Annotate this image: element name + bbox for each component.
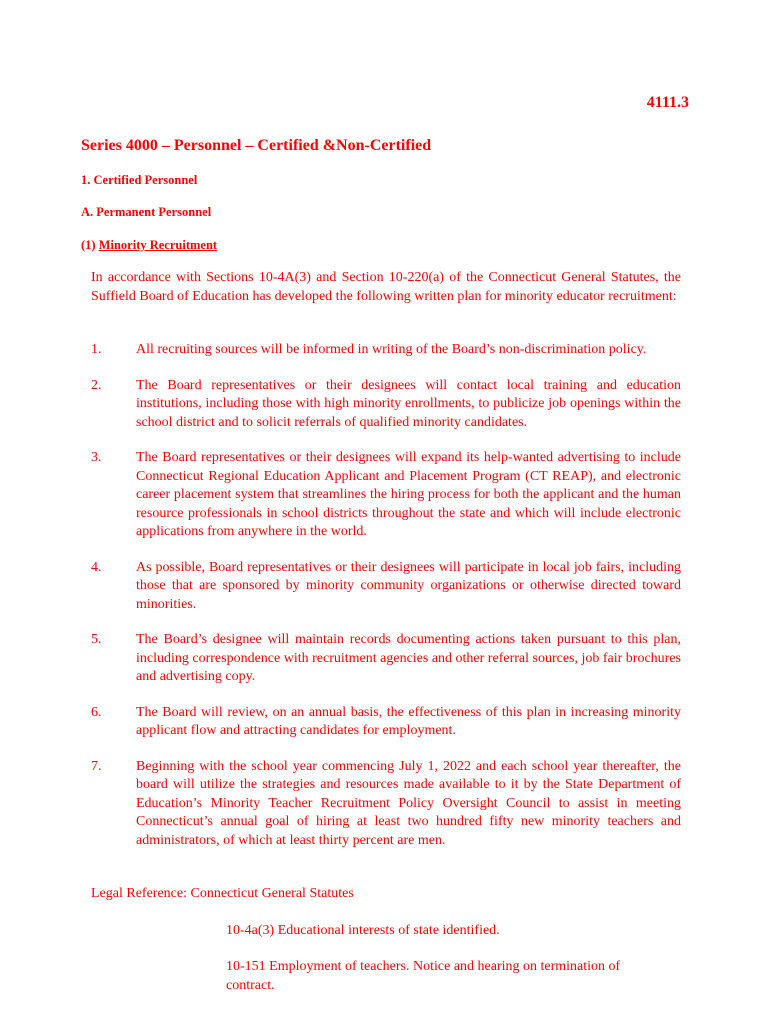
heading-title: Minority Recruitment [98,238,218,252]
section-heading-permanent-personnel: A. Permanent Personnel [81,205,212,219]
item-number: 3. [91,450,102,465]
list-item [91,377,681,433]
intro-paragraph: In accordance with Sections 10-4A(3) and Section 10-220(a) of the Connecticut General Statutes, the Suffield Board of Education has developed the following written plan for minority educator recruitment: [91,270,681,304]
item-text: The Board representatives or their designees will expand its help-wanted advertising to include Connecticut Regional Education Applicant and Placement Program (CT REAP), and electronic career placement system that streamlines the hiring process for both the applicant and the human resource professionals in school districts throughout the state and which will include electronic applications from anywhere in the world. [136,450,681,539]
section-heading-minority-recruitment [81,237,217,253]
item-text: The Board will review, on an annual basis, the effectiveness of this plan in increasing minority applicant flow and attracting candidates for employment. [136,704,681,738]
item-number: 4. [91,559,102,575]
list-item [91,449,681,542]
list-item [91,704,681,741]
list-item [91,341,681,360]
legal-reference-item: 10-4a(3) Educational interests of state identified. [226,923,500,938]
section-heading-certified-personnel: 1. Certified Personnel [81,173,198,187]
legal-reference-label: Legal Reference: Connecticut General Statutes [91,886,354,901]
item-text: The Board representatives or their designees will contact local training and education institutions, including those with high minority enrollments, to publicize job openings within the school district and to solicit referrals of qualified minority candidates. [136,377,681,430]
item-number: 2. [91,377,102,393]
list-item [91,758,681,851]
plan-list [91,341,681,867]
item-text: As possible, Board representatives or their designees will participate in local job fairs, including those that are sponsored by minority community organizations or otherwise directed toward minorities. [136,559,681,612]
list-item [91,559,681,615]
item-number: 7. [91,758,102,774]
policy-number: 4111.3 [646,94,689,111]
series-title: Series 4000 – Personnel – Certified &Non-Certified [81,137,432,154]
heading-number: (1) [81,238,96,252]
item-text: Beginning with the school year commencing July 1, 2022 and each school year thereafter, the board will utilize the strategies and resources made available to it by the State Department of Education’s Minority Teacher Recruitment Policy Oversight Council to assist in meeting Connecticut’s annual goal of hiring at least two hundred fifty new minority teachers and administrators, of which at least thirty percent are men. [136,758,681,848]
item-number: 5. [91,632,102,647]
item-text: The Board’s designee will maintain records documenting actions taken pursuant to this plan, including correspondence with recruitment agencies and other referral sources, job fair brochures and advertising copy. [136,632,681,684]
item-number: 6. [91,704,102,720]
legal-reference-item: 10-151 Employment of teachers. Notice and hearing on termination of contract. [226,959,621,993]
item-number: 1. [91,342,102,357]
item-text: All recruiting sources will be informed in writing of the Board’s non-discrimination policy. [136,342,647,357]
list-item [91,631,681,687]
